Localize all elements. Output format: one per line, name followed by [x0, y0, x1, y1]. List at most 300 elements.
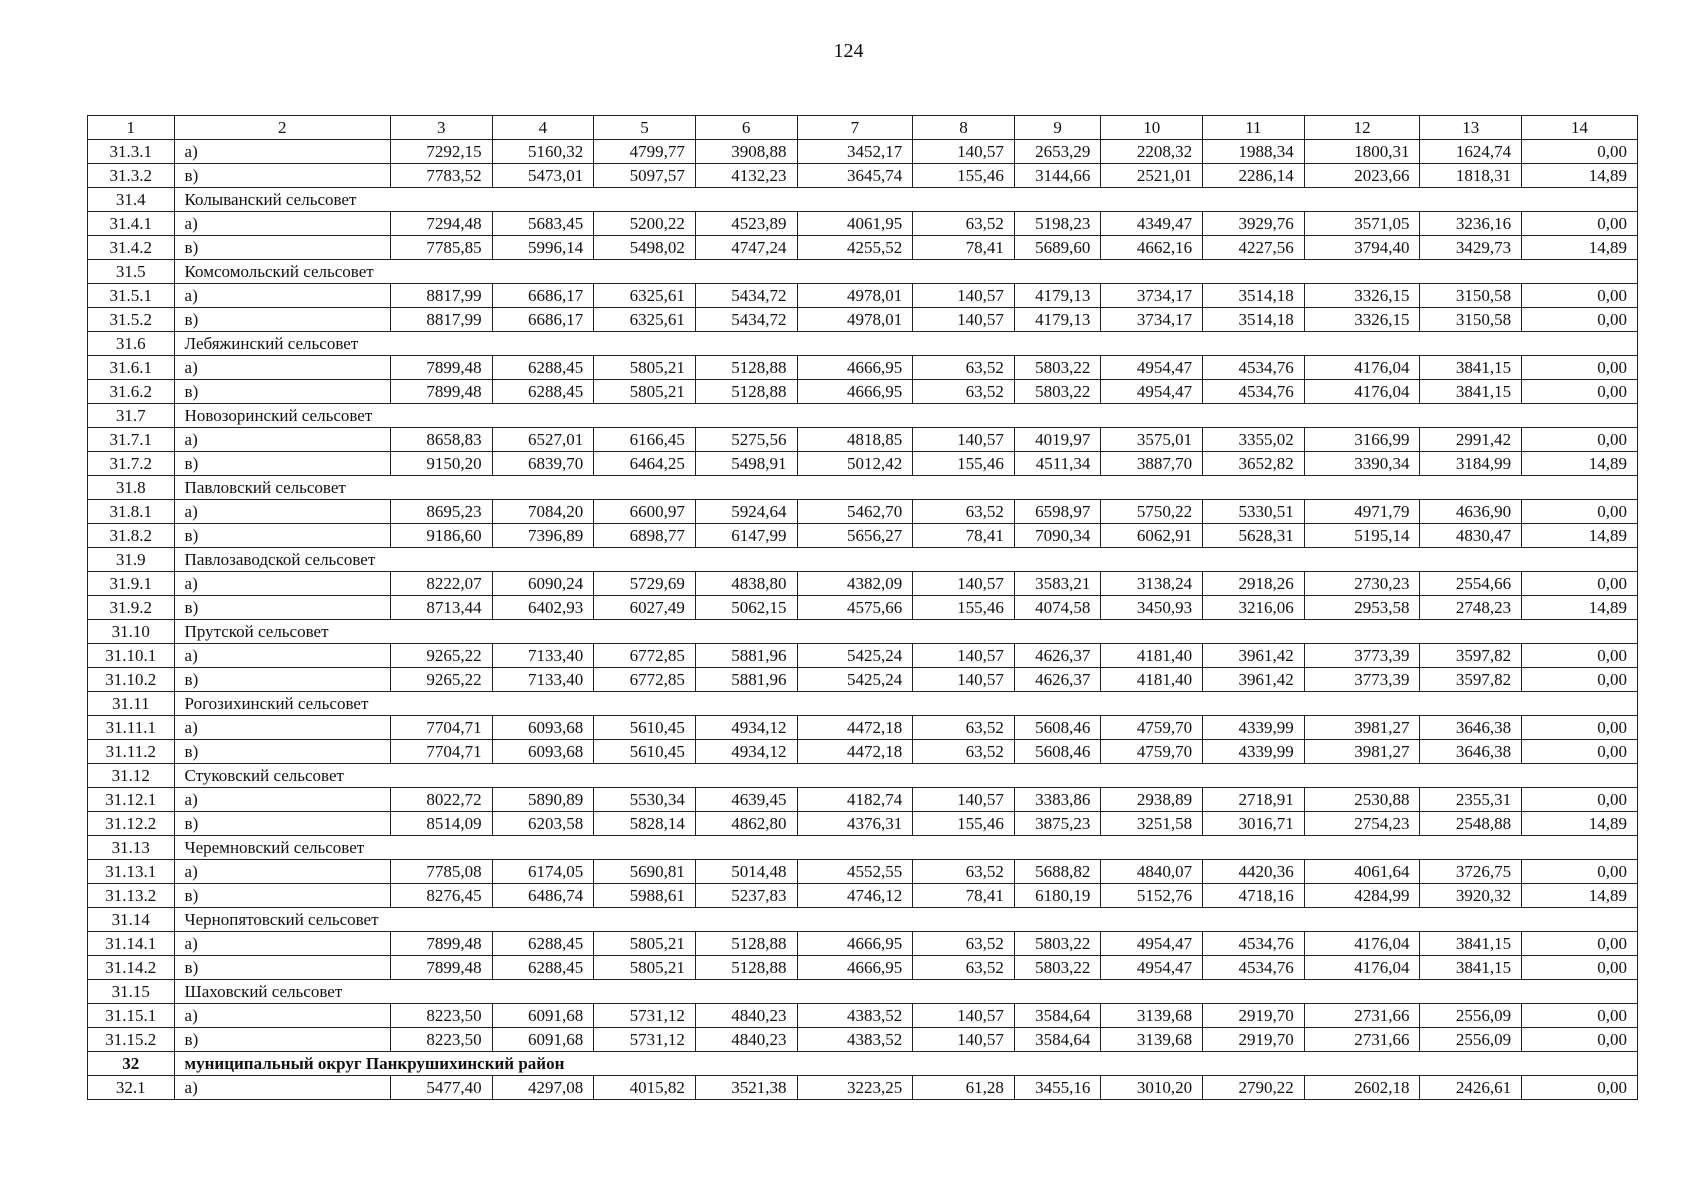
- value-cell: 63,52: [913, 356, 1015, 380]
- row-code: 31.5: [88, 260, 175, 284]
- value-cell: 2938,89: [1101, 788, 1203, 812]
- row-label: в): [174, 596, 390, 620]
- section-title: Павлозаводской сельсовет: [174, 548, 1637, 572]
- value-cell: 6288,45: [492, 380, 594, 404]
- value-cell: 3645,74: [797, 164, 913, 188]
- value-cell: 7899,48: [390, 356, 492, 380]
- section-title: муниципальный округ Панкрушихинский район: [174, 1052, 1637, 1076]
- value-cell: 5690,81: [594, 860, 696, 884]
- value-cell: 140,57: [913, 644, 1015, 668]
- value-cell: 4840,07: [1101, 860, 1203, 884]
- value-cell: 9186,60: [390, 524, 492, 548]
- value-cell: 8695,23: [390, 500, 492, 524]
- value-cell: 5425,24: [797, 668, 913, 692]
- value-cell: 3521,38: [695, 1076, 797, 1100]
- value-cell: 2718,91: [1203, 788, 1305, 812]
- value-cell: 3597,82: [1420, 668, 1522, 692]
- value-cell: 63,52: [913, 956, 1015, 980]
- table-row: [88, 596, 1638, 620]
- value-cell: 0,00: [1522, 1076, 1638, 1100]
- value-cell: 6402,93: [492, 596, 594, 620]
- value-cell: 63,52: [913, 740, 1015, 764]
- value-cell: 3139,68: [1101, 1028, 1203, 1052]
- value-cell: 3236,16: [1420, 212, 1522, 236]
- value-cell: 3326,15: [1304, 308, 1420, 332]
- section-row: [88, 476, 1638, 500]
- value-cell: 140,57: [913, 788, 1015, 812]
- value-cell: 0,00: [1522, 644, 1638, 668]
- row-label: а): [174, 284, 390, 308]
- value-cell: 6839,70: [492, 452, 594, 476]
- value-cell: 14,89: [1522, 164, 1638, 188]
- table-row: [88, 788, 1638, 812]
- section-row: [88, 188, 1638, 212]
- value-cell: 2208,32: [1101, 140, 1203, 164]
- value-cell: 4954,47: [1101, 956, 1203, 980]
- value-cell: 0,00: [1522, 1004, 1638, 1028]
- value-cell: 4074,58: [1014, 596, 1101, 620]
- table-row: [88, 452, 1638, 476]
- value-cell: 5152,76: [1101, 884, 1203, 908]
- value-cell: 0,00: [1522, 788, 1638, 812]
- value-cell: 4718,16: [1203, 884, 1305, 908]
- value-cell: 4838,80: [695, 572, 797, 596]
- row-code: 31.14: [88, 908, 175, 932]
- value-cell: 140,57: [913, 140, 1015, 164]
- value-cell: 2556,09: [1420, 1004, 1522, 1028]
- value-cell: 5014,48: [695, 860, 797, 884]
- row-code: 31.12: [88, 764, 175, 788]
- section-row: [88, 764, 1638, 788]
- value-cell: 8713,44: [390, 596, 492, 620]
- row-code: 31.7: [88, 404, 175, 428]
- header-cell: 1: [88, 116, 175, 140]
- value-cell: 3961,42: [1203, 644, 1305, 668]
- section-row: [88, 692, 1638, 716]
- row-code: 31.4: [88, 188, 175, 212]
- value-cell: 5128,88: [695, 356, 797, 380]
- value-cell: 5996,14: [492, 236, 594, 260]
- value-cell: 6600,97: [594, 500, 696, 524]
- section-title: Колыванский сельсовет: [174, 188, 1637, 212]
- value-cell: 14,89: [1522, 884, 1638, 908]
- value-cell: 4662,16: [1101, 236, 1203, 260]
- row-code: 32.1: [88, 1076, 175, 1100]
- row-label: а): [174, 572, 390, 596]
- value-cell: 3584,64: [1014, 1004, 1101, 1028]
- value-cell: 4971,79: [1304, 500, 1420, 524]
- value-cell: 63,52: [913, 380, 1015, 404]
- value-cell: 6174,05: [492, 860, 594, 884]
- row-code: 31.10: [88, 620, 175, 644]
- row-label: в): [174, 236, 390, 260]
- section-row: [88, 908, 1638, 932]
- value-cell: 3139,68: [1101, 1004, 1203, 1028]
- table-row: [88, 308, 1638, 332]
- value-cell: 5425,24: [797, 644, 913, 668]
- section-title: Новозоринский сельсовет: [174, 404, 1637, 428]
- row-code: 31.15.1: [88, 1004, 175, 1028]
- row-code: 31.8.2: [88, 524, 175, 548]
- value-cell: 2754,23: [1304, 812, 1420, 836]
- value-cell: 61,28: [913, 1076, 1015, 1100]
- value-cell: 9265,22: [390, 644, 492, 668]
- value-cell: 4954,47: [1101, 932, 1203, 956]
- value-cell: 4954,47: [1101, 356, 1203, 380]
- value-cell: 5729,69: [594, 572, 696, 596]
- value-cell: 7090,34: [1014, 524, 1101, 548]
- value-cell: 63,52: [913, 860, 1015, 884]
- row-code: 31.7.2: [88, 452, 175, 476]
- value-cell: 3841,15: [1420, 956, 1522, 980]
- value-cell: 1800,31: [1304, 140, 1420, 164]
- value-cell: 3583,21: [1014, 572, 1101, 596]
- table-row: [88, 524, 1638, 548]
- value-cell: 3794,40: [1304, 236, 1420, 260]
- value-cell: 0,00: [1522, 716, 1638, 740]
- value-cell: 5828,14: [594, 812, 696, 836]
- row-code: 31.13.2: [88, 884, 175, 908]
- value-cell: 3841,15: [1420, 356, 1522, 380]
- value-cell: 3452,17: [797, 140, 913, 164]
- value-cell: 63,52: [913, 500, 1015, 524]
- row-code: 31.14.2: [88, 956, 175, 980]
- row-label: а): [174, 356, 390, 380]
- value-cell: 4534,76: [1203, 956, 1305, 980]
- value-cell: 3597,82: [1420, 644, 1522, 668]
- value-cell: 3184,99: [1420, 452, 1522, 476]
- section-row: [88, 1052, 1638, 1076]
- value-cell: 2790,22: [1203, 1076, 1305, 1100]
- value-cell: 3961,42: [1203, 668, 1305, 692]
- header-cell: 13: [1420, 116, 1522, 140]
- value-cell: 4472,18: [797, 716, 913, 740]
- value-cell: 1988,34: [1203, 140, 1305, 164]
- header-cell: 9: [1014, 116, 1101, 140]
- value-cell: 0,00: [1522, 140, 1638, 164]
- row-label: в): [174, 380, 390, 404]
- value-cell: 4626,37: [1014, 668, 1101, 692]
- value-cell: 3144,66: [1014, 164, 1101, 188]
- value-cell: 5434,72: [695, 284, 797, 308]
- value-cell: 3223,25: [797, 1076, 913, 1100]
- row-label: в): [174, 452, 390, 476]
- value-cell: 3726,75: [1420, 860, 1522, 884]
- value-cell: 9150,20: [390, 452, 492, 476]
- row-label: в): [174, 812, 390, 836]
- value-cell: 3429,73: [1420, 236, 1522, 260]
- value-cell: 5200,22: [594, 212, 696, 236]
- value-cell: 6062,91: [1101, 524, 1203, 548]
- value-cell: 5498,02: [594, 236, 696, 260]
- value-cell: 3981,27: [1304, 716, 1420, 740]
- value-cell: 4176,04: [1304, 356, 1420, 380]
- value-cell: 6093,68: [492, 740, 594, 764]
- value-cell: 6686,17: [492, 284, 594, 308]
- value-cell: 140,57: [913, 308, 1015, 332]
- value-cell: 4339,99: [1203, 740, 1305, 764]
- row-code: 31.7.1: [88, 428, 175, 452]
- table-row: [88, 572, 1638, 596]
- value-cell: 3875,23: [1014, 812, 1101, 836]
- section-title: Павловский сельсовет: [174, 476, 1637, 500]
- value-cell: 4061,95: [797, 212, 913, 236]
- value-cell: 6772,85: [594, 668, 696, 692]
- row-label: а): [174, 716, 390, 740]
- section-title: Шаховский сельсовет: [174, 980, 1637, 1004]
- row-label: а): [174, 140, 390, 164]
- row-code: 31.15: [88, 980, 175, 1004]
- value-cell: 3016,71: [1203, 812, 1305, 836]
- value-cell: 5477,40: [390, 1076, 492, 1100]
- value-cell: 3355,02: [1203, 428, 1305, 452]
- row-label: в): [174, 956, 390, 980]
- table-body: [88, 116, 1638, 1100]
- value-cell: 5012,42: [797, 452, 913, 476]
- value-cell: 5498,91: [695, 452, 797, 476]
- table-row: [88, 956, 1638, 980]
- value-cell: 2530,88: [1304, 788, 1420, 812]
- value-cell: 4954,47: [1101, 380, 1203, 404]
- value-cell: 3908,88: [695, 140, 797, 164]
- value-cell: 5731,12: [594, 1004, 696, 1028]
- value-cell: 6288,45: [492, 956, 594, 980]
- value-cell: 4255,52: [797, 236, 913, 260]
- value-cell: 155,46: [913, 452, 1015, 476]
- value-cell: 0,00: [1522, 356, 1638, 380]
- value-cell: 4061,64: [1304, 860, 1420, 884]
- header-cell: 5: [594, 116, 696, 140]
- row-label: в): [174, 1028, 390, 1052]
- value-cell: 5237,83: [695, 884, 797, 908]
- value-cell: 4015,82: [594, 1076, 696, 1100]
- value-cell: 4840,23: [695, 1028, 797, 1052]
- header-cell: 3: [390, 116, 492, 140]
- row-code: 31.5.1: [88, 284, 175, 308]
- value-cell: 4934,12: [695, 740, 797, 764]
- value-cell: 2521,01: [1101, 164, 1203, 188]
- header-row: [88, 116, 1638, 140]
- value-cell: 5128,88: [695, 956, 797, 980]
- value-cell: 3646,38: [1420, 740, 1522, 764]
- table-row: [88, 884, 1638, 908]
- value-cell: 8817,99: [390, 284, 492, 308]
- value-cell: 2953,58: [1304, 596, 1420, 620]
- value-cell: 3773,39: [1304, 644, 1420, 668]
- value-cell: 6527,01: [492, 428, 594, 452]
- row-label: а): [174, 1076, 390, 1100]
- value-cell: 5198,23: [1014, 212, 1101, 236]
- row-label: а): [174, 428, 390, 452]
- row-code: 31.10.2: [88, 668, 175, 692]
- value-cell: 3575,01: [1101, 428, 1203, 452]
- value-cell: 6166,45: [594, 428, 696, 452]
- row-code: 31.14.1: [88, 932, 175, 956]
- value-cell: 4840,23: [695, 1004, 797, 1028]
- value-cell: 4534,76: [1203, 356, 1305, 380]
- value-cell: 8223,50: [390, 1004, 492, 1028]
- value-cell: 5473,01: [492, 164, 594, 188]
- value-cell: 2653,29: [1014, 140, 1101, 164]
- value-cell: 5160,32: [492, 140, 594, 164]
- value-cell: 4182,74: [797, 788, 913, 812]
- value-cell: 7783,52: [390, 164, 492, 188]
- value-cell: 5805,21: [594, 932, 696, 956]
- value-cell: 63,52: [913, 212, 1015, 236]
- value-cell: 3734,17: [1101, 284, 1203, 308]
- value-cell: 4383,52: [797, 1028, 913, 1052]
- value-cell: 4376,31: [797, 812, 913, 836]
- section-row: [88, 404, 1638, 428]
- value-cell: 14,89: [1522, 596, 1638, 620]
- value-cell: 2426,61: [1420, 1076, 1522, 1100]
- value-cell: 4383,52: [797, 1004, 913, 1028]
- value-cell: 4420,36: [1203, 860, 1305, 884]
- section-row: [88, 260, 1638, 284]
- data-table: [87, 115, 1638, 1100]
- row-code: 31.10.1: [88, 644, 175, 668]
- row-label: а): [174, 644, 390, 668]
- value-cell: 2554,66: [1420, 572, 1522, 596]
- value-cell: 4284,99: [1304, 884, 1420, 908]
- value-cell: 8276,45: [390, 884, 492, 908]
- value-cell: 3652,82: [1203, 452, 1305, 476]
- value-cell: 7396,89: [492, 524, 594, 548]
- value-cell: 6325,61: [594, 284, 696, 308]
- value-cell: 155,46: [913, 812, 1015, 836]
- value-cell: 0,00: [1522, 212, 1638, 236]
- value-cell: 3734,17: [1101, 308, 1203, 332]
- value-cell: 4181,40: [1101, 644, 1203, 668]
- table-row: [88, 356, 1638, 380]
- row-code: 31.6: [88, 332, 175, 356]
- value-cell: 4639,45: [695, 788, 797, 812]
- value-cell: 4132,23: [695, 164, 797, 188]
- value-cell: 0,00: [1522, 932, 1638, 956]
- value-cell: 3251,58: [1101, 812, 1203, 836]
- value-cell: 14,89: [1522, 236, 1638, 260]
- value-cell: 3920,32: [1420, 884, 1522, 908]
- value-cell: 5805,21: [594, 956, 696, 980]
- value-cell: 4523,89: [695, 212, 797, 236]
- value-cell: 6091,68: [492, 1028, 594, 1052]
- value-cell: 8022,72: [390, 788, 492, 812]
- value-cell: 5689,60: [1014, 236, 1101, 260]
- value-cell: 5128,88: [695, 380, 797, 404]
- value-cell: 4534,76: [1203, 932, 1305, 956]
- value-cell: 2919,70: [1203, 1028, 1305, 1052]
- row-label: а): [174, 788, 390, 812]
- value-cell: 5688,82: [1014, 860, 1101, 884]
- value-cell: 6288,45: [492, 932, 594, 956]
- row-label: в): [174, 164, 390, 188]
- header-cell: 11: [1203, 116, 1305, 140]
- table-row: [88, 380, 1638, 404]
- section-row: [88, 836, 1638, 860]
- header-cell: 4: [492, 116, 594, 140]
- value-cell: 5610,45: [594, 740, 696, 764]
- value-cell: 4179,13: [1014, 308, 1101, 332]
- table-row: [88, 236, 1638, 260]
- value-cell: 5881,96: [695, 668, 797, 692]
- value-cell: 0,00: [1522, 740, 1638, 764]
- value-cell: 4176,04: [1304, 956, 1420, 980]
- value-cell: 7292,15: [390, 140, 492, 164]
- table-row: [88, 1076, 1638, 1100]
- value-cell: 4227,56: [1203, 236, 1305, 260]
- value-cell: 4552,55: [797, 860, 913, 884]
- value-cell: 5434,72: [695, 308, 797, 332]
- value-cell: 0,00: [1522, 500, 1638, 524]
- row-code: 31.9.1: [88, 572, 175, 596]
- value-cell: 4666,95: [797, 932, 913, 956]
- value-cell: 2556,09: [1420, 1028, 1522, 1052]
- value-cell: 155,46: [913, 596, 1015, 620]
- value-cell: 5530,34: [594, 788, 696, 812]
- value-cell: 3514,18: [1203, 308, 1305, 332]
- value-cell: 6091,68: [492, 1004, 594, 1028]
- value-cell: 6486,74: [492, 884, 594, 908]
- value-cell: 0,00: [1522, 956, 1638, 980]
- value-cell: 5275,56: [695, 428, 797, 452]
- value-cell: 7899,48: [390, 932, 492, 956]
- value-cell: 2730,23: [1304, 572, 1420, 596]
- row-label: в): [174, 740, 390, 764]
- value-cell: 0,00: [1522, 860, 1638, 884]
- row-label: в): [174, 524, 390, 548]
- value-cell: 4818,85: [797, 428, 913, 452]
- value-cell: 6772,85: [594, 644, 696, 668]
- value-cell: 0,00: [1522, 284, 1638, 308]
- value-cell: 4978,01: [797, 284, 913, 308]
- value-cell: 78,41: [913, 884, 1015, 908]
- value-cell: 3841,15: [1420, 380, 1522, 404]
- table-row: [88, 812, 1638, 836]
- value-cell: 3646,38: [1420, 716, 1522, 740]
- value-cell: 155,46: [913, 164, 1015, 188]
- row-code: 31.13.1: [88, 860, 175, 884]
- value-cell: 7704,71: [390, 740, 492, 764]
- value-cell: 4349,47: [1101, 212, 1203, 236]
- value-cell: 5683,45: [492, 212, 594, 236]
- value-cell: 0,00: [1522, 572, 1638, 596]
- value-cell: 5924,64: [695, 500, 797, 524]
- value-cell: 4830,47: [1420, 524, 1522, 548]
- value-cell: 3584,64: [1014, 1028, 1101, 1052]
- section-row: [88, 980, 1638, 1004]
- value-cell: 6686,17: [492, 308, 594, 332]
- value-cell: 140,57: [913, 572, 1015, 596]
- value-cell: 9265,22: [390, 668, 492, 692]
- value-cell: 4339,99: [1203, 716, 1305, 740]
- table-row: [88, 668, 1638, 692]
- value-cell: 3455,16: [1014, 1076, 1101, 1100]
- value-cell: 2602,18: [1304, 1076, 1420, 1100]
- value-cell: 4297,08: [492, 1076, 594, 1100]
- value-cell: 1818,31: [1420, 164, 1522, 188]
- row-code: 31.9.2: [88, 596, 175, 620]
- value-cell: 5097,57: [594, 164, 696, 188]
- value-cell: 5656,27: [797, 524, 913, 548]
- value-cell: 4759,70: [1101, 740, 1203, 764]
- value-cell: 2919,70: [1203, 1004, 1305, 1028]
- table-row: [88, 212, 1638, 236]
- value-cell: 3929,76: [1203, 212, 1305, 236]
- table-row: [88, 500, 1638, 524]
- row-code: 31.3.2: [88, 164, 175, 188]
- value-cell: 5805,21: [594, 380, 696, 404]
- value-cell: 2918,26: [1203, 572, 1305, 596]
